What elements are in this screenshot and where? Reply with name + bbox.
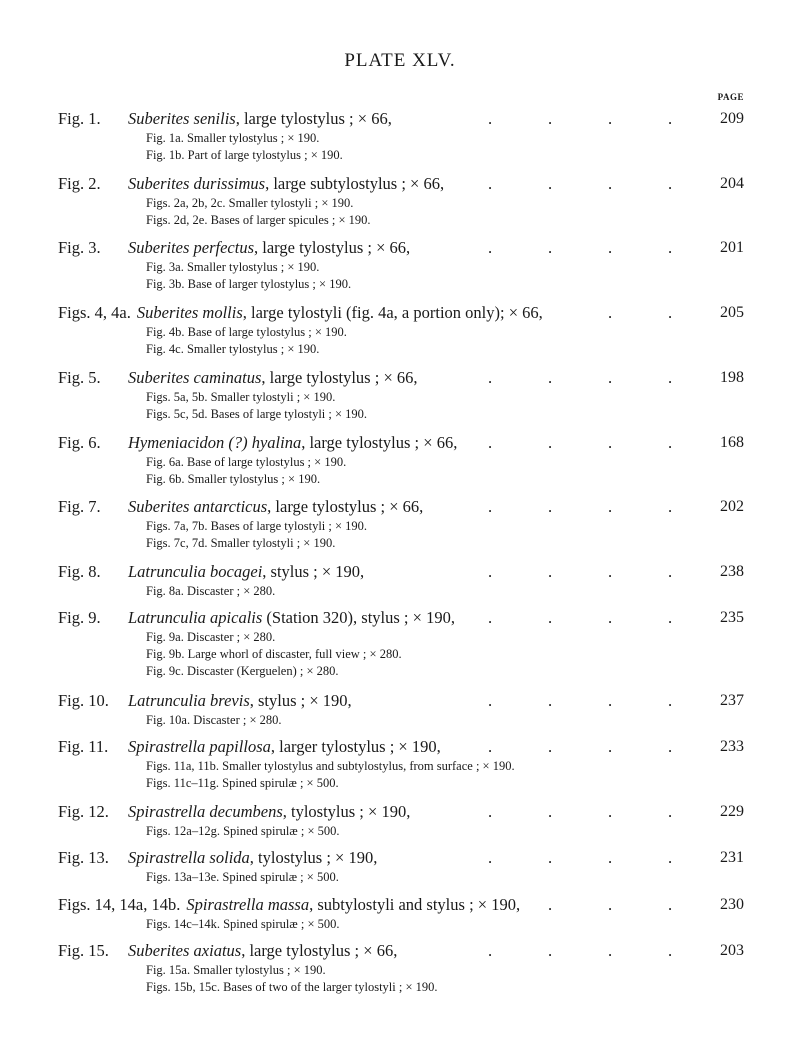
species-name: Suberites axiatus bbox=[128, 941, 242, 960]
figure-entry bbox=[58, 302, 744, 358]
figure-entry bbox=[58, 237, 744, 293]
figure-main-line: Fig. 7. Suberites antarcticus, large tylostylus ; × 66, . . . . 202 bbox=[58, 497, 744, 516]
figure-main-line: Figs. 14, 14a, 14b. Spirastrella massa, subtylostyli and stylus ; × 190, . . . 230 bbox=[58, 895, 744, 914]
figure-number: Fig. 9. bbox=[58, 608, 101, 627]
figure-entry bbox=[58, 894, 744, 933]
sub-figure-line: Fig. 15a. Smaller tylostylus ; × 190. bbox=[146, 963, 326, 977]
figure-description: , stylus ; × 190, bbox=[249, 691, 352, 710]
sub-figure-line: Fig. 4b. Base of large tylostylus ; × 190. bbox=[146, 325, 347, 339]
sub-figure-line: Fig. 3a. Smaller tylostylus ; × 190. bbox=[146, 260, 320, 274]
page-number: 209 bbox=[720, 110, 744, 127]
figure-number: Figs. 14, 14a, 14b. bbox=[58, 895, 181, 914]
figure-main-line: Fig. 9. Latrunculia apicalis (Station 320), stylus ; × 190, . . . . 235 bbox=[58, 608, 744, 627]
species-name: Suberites mollis bbox=[136, 303, 243, 322]
species-name: Suberites caminatus bbox=[128, 368, 262, 387]
sub-figure-line: Fig. 1b. Part of large tylostylus ; × 190. bbox=[146, 148, 343, 162]
sub-figure-line: Figs. 13a–13e. Spined spirulæ ; × 500. bbox=[146, 870, 339, 884]
sub-figure-line: Figs. 12a–12g. Spined spirulæ ; × 500. bbox=[146, 824, 340, 838]
figure-entry bbox=[58, 496, 744, 552]
figure-description: , stylus ; × 190, bbox=[262, 562, 365, 581]
figure-main-line: Fig. 5. Suberites caminatus, large tylostylus ; × 66, . . . . 198 bbox=[58, 368, 744, 387]
sub-figure-line: Figs. 11a, 11b. Smaller tylostylus and subtylostylus, from surface ; × 190. bbox=[146, 759, 515, 773]
species-name: Suberites durissimus bbox=[128, 174, 266, 193]
figure-main-line: Figs. 4, 4a. Suberites mollis, large tylostyli (fig. 4a, a portion only); × 66, . . 205 bbox=[58, 303, 744, 322]
figure-description: , larger tylostylus ; × 190, bbox=[270, 737, 441, 756]
page-number: 229 bbox=[720, 803, 744, 820]
page-number: 201 bbox=[720, 239, 744, 256]
sub-figure-line: Fig. 6a. Base of large tylostylus ; × 190. bbox=[146, 455, 347, 469]
figure-number: Fig. 13. bbox=[58, 848, 109, 867]
figure-description: , large tylostylus ; × 66, bbox=[267, 497, 424, 516]
figure-description: , large tylostyli (fig. 4a, a portion only); × 66, bbox=[242, 303, 543, 322]
figure-main-line: Fig. 1. Suberites senilis, large tylostylus ; × 66, . . . . 209 bbox=[58, 109, 744, 128]
species-name: Suberites senilis bbox=[128, 109, 236, 128]
figure-number: Fig. 5. bbox=[58, 368, 101, 387]
figure-description: , large tylostylus ; × 66, bbox=[235, 109, 392, 128]
figure-main-line: Fig. 10. Latrunculia brevis, stylus ; × 190, . . . . 237 bbox=[58, 691, 744, 710]
species-name: Latrunculia apicalis bbox=[128, 608, 263, 627]
sub-figure-line: Fig. 9c. Discaster (Kerguelen) ; × 280. bbox=[146, 664, 339, 678]
species-name: Hymeniacidon (?) hyalina bbox=[128, 433, 302, 452]
figure-entry bbox=[58, 607, 744, 680]
page-number: 205 bbox=[720, 304, 744, 321]
figure-entry bbox=[58, 690, 744, 729]
figure-number: Fig. 7. bbox=[58, 497, 101, 516]
figure-number: Fig. 12. bbox=[58, 802, 109, 821]
page-number: 233 bbox=[720, 738, 744, 755]
sub-figure-line: Fig. 8a. Discaster ; × 280. bbox=[146, 584, 276, 598]
species-name: Suberites perfectus bbox=[128, 238, 255, 257]
page-number: 203 bbox=[720, 942, 744, 959]
species-name: Spirastrella decumbens bbox=[128, 802, 283, 821]
sub-figure-line: Figs. 5a, 5b. Smaller tylostyli ; × 190. bbox=[146, 390, 336, 404]
figure-entry bbox=[58, 736, 744, 792]
figure-main-line: Fig. 12. Spirastrella decumbens, tylostylus ; × 190, . . . . 229 bbox=[58, 802, 744, 821]
figure-entry bbox=[58, 173, 744, 229]
figure-number: Fig. 3. bbox=[58, 238, 101, 257]
page-number: 230 bbox=[720, 896, 744, 913]
figure-main-line: Fig. 8. Latrunculia bocagei, stylus ; × 190, . . . . 238 bbox=[58, 562, 744, 581]
figure-entry bbox=[58, 108, 744, 164]
species-name: Spirastrella massa bbox=[186, 895, 310, 914]
page-number: 202 bbox=[720, 498, 744, 515]
figure-description: , tylostylus ; × 190, bbox=[282, 802, 411, 821]
species-name: Suberites antarcticus bbox=[128, 497, 268, 516]
sub-figure-line: Fig. 4c. Smaller tylostylus ; × 190. bbox=[146, 342, 320, 356]
figure-number: Fig. 6. bbox=[58, 433, 101, 452]
sub-figure-line: Figs. 7a, 7b. Bases of large tylostyli ; × 190. bbox=[146, 519, 368, 533]
sub-figure-line: Fig. 1a. Smaller tylostylus ; × 190. bbox=[146, 131, 320, 145]
sub-figure-line: Figs. 15b, 15c. Bases of two of the larger tylostyli ; × 190. bbox=[146, 980, 438, 994]
page-number: 235 bbox=[720, 609, 744, 626]
page-number: 231 bbox=[720, 849, 744, 866]
figure-entry bbox=[58, 801, 744, 840]
figure-main-line: Fig. 2. Suberites durissimus, large subtylostylus ; × 66, . . . . 204 bbox=[58, 174, 744, 193]
sub-figure-line: Fig. 10a. Discaster ; × 280. bbox=[146, 713, 282, 727]
page-number: 198 bbox=[720, 369, 744, 386]
sub-figure-line: Figs. 11c–11g. Spined spirulæ ; × 500. bbox=[146, 776, 339, 790]
figure-number: Fig. 11. bbox=[58, 737, 109, 756]
figure-description: , large tylostylus ; × 66, bbox=[254, 238, 411, 257]
figure-entry bbox=[58, 847, 744, 886]
figure-description: , large tylostylus ; × 66, bbox=[301, 433, 458, 452]
figure-number: Fig. 10. bbox=[58, 691, 109, 710]
figure-description: , large subtylostylus ; × 66, bbox=[265, 174, 445, 193]
sub-figure-line: Figs. 7c, 7d. Smaller tylostyli ; × 190. bbox=[146, 536, 336, 550]
page-number: 168 bbox=[720, 434, 744, 451]
figure-number: Figs. 4, 4a. bbox=[58, 303, 131, 322]
species-name: Spirastrella papillosa bbox=[128, 737, 271, 756]
page-number: 238 bbox=[720, 563, 744, 580]
page-number: 204 bbox=[720, 175, 744, 192]
figure-number: Fig. 15. bbox=[58, 941, 109, 960]
figure-entry bbox=[58, 367, 744, 423]
figure-description: , tylostylus ; × 190, bbox=[249, 848, 378, 867]
sub-figure-line: Fig. 6b. Smaller tylostylus ; × 190. bbox=[146, 472, 321, 486]
figure-entry bbox=[58, 432, 744, 488]
page-column-heading: PAGE bbox=[717, 92, 744, 102]
figure-description: (Station 320), stylus ; × 190, bbox=[262, 608, 455, 627]
figure-main-line: Fig. 6. Hymeniacidon (?) hyalina, large tylostylus ; × 66, . . . . 168 bbox=[58, 433, 744, 452]
figure-main-line: Fig. 11. Spirastrella papillosa, larger tylostylus ; × 190, . . . . 233 bbox=[58, 737, 744, 756]
species-name: Latrunculia bocagei bbox=[128, 562, 263, 581]
figure-main-line: Fig. 3. Suberites perfectus, large tylostylus ; × 66, . . . . 201 bbox=[58, 238, 744, 257]
figure-description: , subtylostyli and stylus ; × 190, bbox=[309, 895, 521, 914]
sub-figure-line: Figs. 14c–14k. Spined spirulæ ; × 500. bbox=[146, 917, 340, 931]
figure-main-line: Fig. 15. Suberites axiatus, large tylostylus ; × 66, . . . . 203 bbox=[58, 941, 744, 960]
figure-number: Fig. 1. bbox=[58, 109, 101, 128]
sub-figure-line: Figs. 2d, 2e. Bases of larger spicules ; × 190. bbox=[146, 213, 371, 227]
species-name: Latrunculia brevis bbox=[128, 691, 250, 710]
figure-entry bbox=[58, 561, 744, 600]
page-number: 237 bbox=[720, 692, 744, 709]
plate-title: PLATE XLV. bbox=[344, 50, 456, 71]
sub-figure-line: Fig. 9a. Discaster ; × 280. bbox=[146, 630, 276, 644]
figure-main-line: Fig. 13. Spirastrella solida, tylostylus ; × 190, . . . . 231 bbox=[58, 848, 744, 867]
figure-number: Fig. 8. bbox=[58, 562, 101, 581]
sub-figure-line: Fig. 9b. Large whorl of discaster, full view ; × 280. bbox=[146, 647, 402, 661]
figure-entry bbox=[58, 940, 744, 996]
figure-number: Fig. 2. bbox=[58, 174, 101, 193]
sub-figure-line: Figs. 2a, 2b, 2c. Smaller tylostyli ; × 190. bbox=[146, 196, 354, 210]
sub-figure-line: Fig. 3b. Base of larger tylostylus ; × 190. bbox=[146, 277, 352, 291]
species-name: Spirastrella solida bbox=[128, 848, 250, 867]
figure-description: , large tylostylus ; × 66, bbox=[261, 368, 418, 387]
sub-figure-line: Figs. 5c, 5d. Bases of large tylostyli ; × 190. bbox=[146, 407, 368, 421]
figure-description: , large tylostylus ; × 66, bbox=[241, 941, 398, 960]
